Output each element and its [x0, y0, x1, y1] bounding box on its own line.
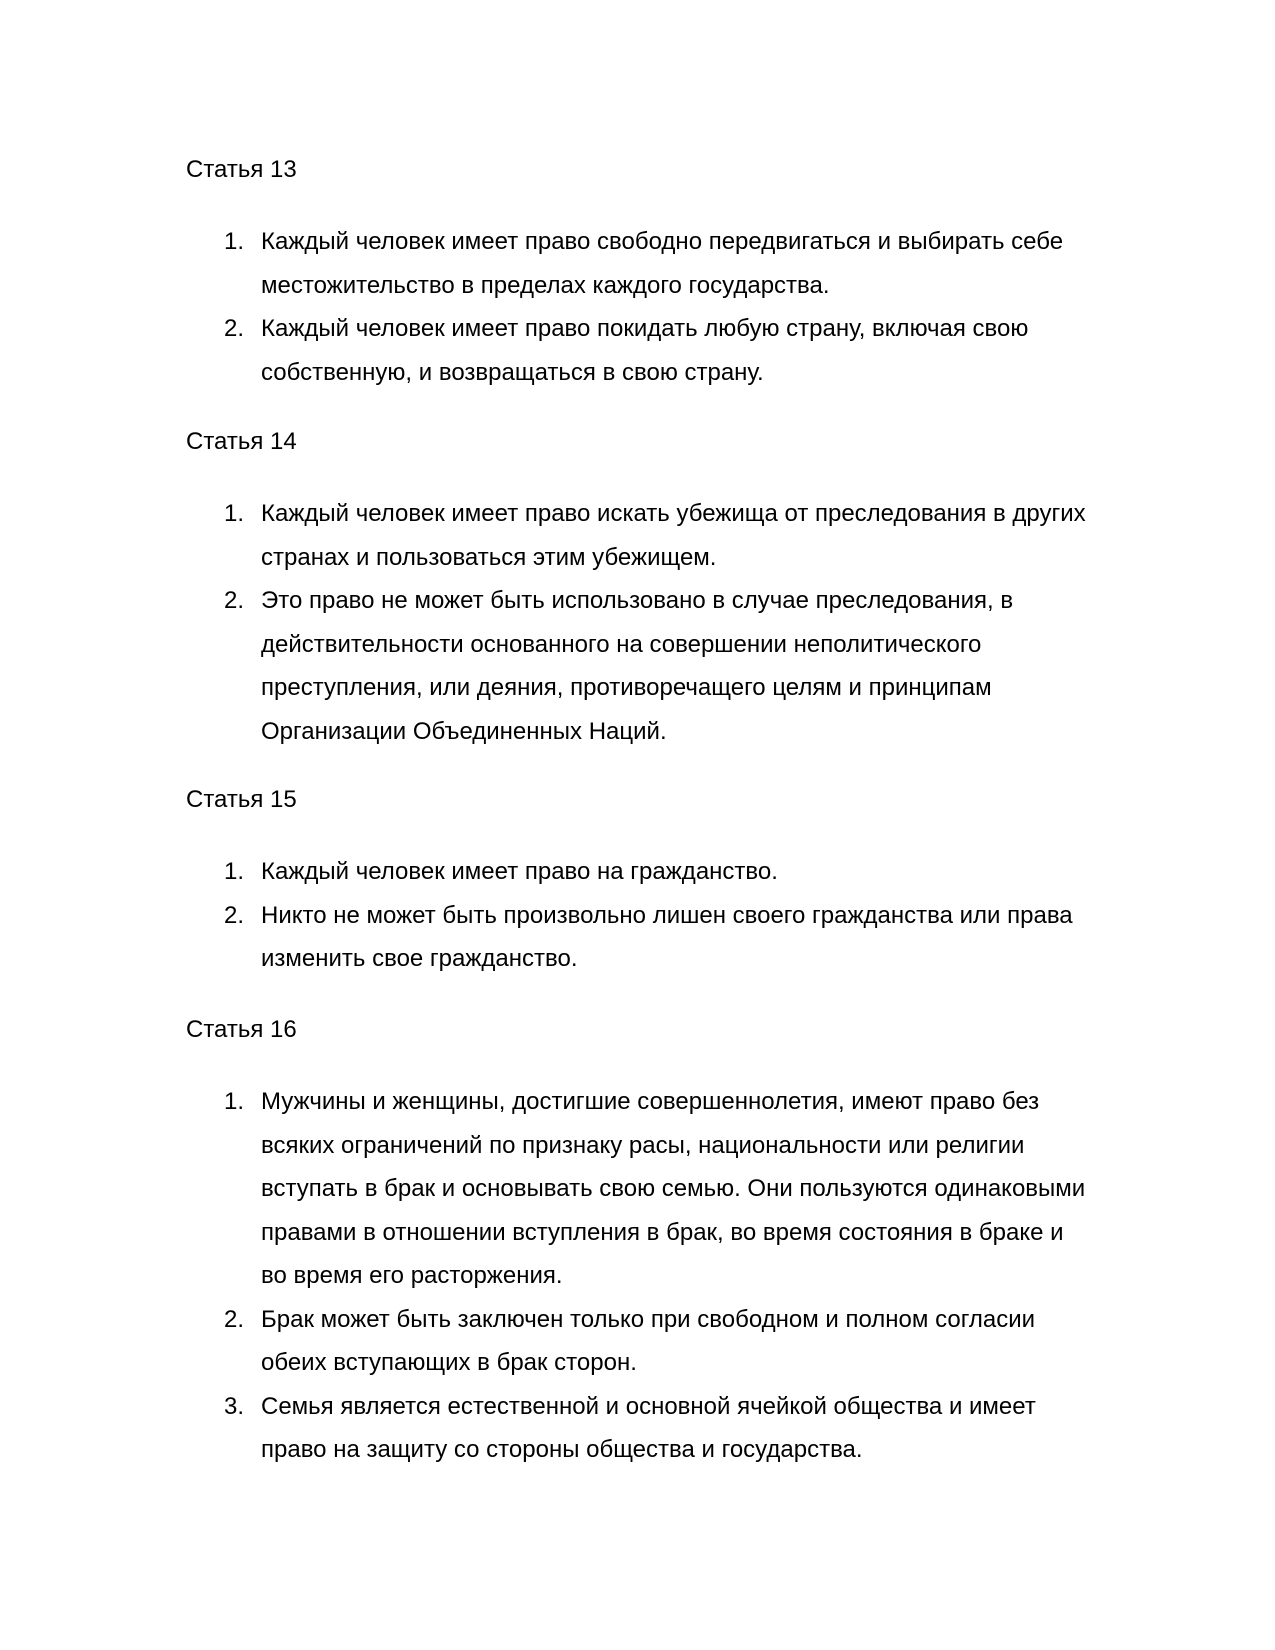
article-title: Статья 14	[186, 428, 297, 455]
item-number: 3.	[224, 1392, 245, 1420]
list-item	[186, 579, 1086, 753]
item-text: Каждый человек имеет право на гражданство.	[261, 858, 778, 885]
item-number: 2.	[224, 1305, 245, 1333]
article-items	[186, 220, 1086, 394]
list-item	[186, 1298, 1086, 1385]
item-number: 2.	[224, 587, 245, 614]
list-item	[186, 894, 1086, 981]
item-text: Никто не может быть произвольно лишен своего гражданства или права изменить свое гражданство.	[261, 901, 1073, 972]
item-number: 2.	[224, 901, 245, 929]
list-item	[186, 492, 1086, 579]
item-number: 1.	[224, 228, 245, 255]
item-text: Каждый человек имеет право покидать любую страну, включая свою собственную, и возвращаться в свою страну.	[261, 315, 1029, 386]
item-text: Семья является естественной и основной ячейкой общества и имеет право на защиту со стороны общества и государства.	[261, 1392, 1036, 1463]
item-text: Брак может быть заключен только при свободном и полном согласии обеих вступающих в брак сторон.	[261, 1305, 1036, 1376]
item-text: Каждый человек имеет право искать убежища от преследования в других странах и пользоваться этим убежищем.	[261, 500, 1086, 571]
item-text: Мужчины и женщины, достигшие совершеннолетия, имеют право без всяких ограничений по признаку расы, национальности или религии вступать в брак и основывать свою семью. Они пользуются одинаковыми правами в отношении вступления в брак, во время состояния в браке и во время его расторжения.	[261, 1088, 1086, 1289]
list-item	[186, 307, 1086, 394]
item-text: Каждый человек имеет право свободно передвигаться и выбирать себе местожительство в пределах каждого государства.	[261, 228, 1064, 299]
article-title: Статья 16	[186, 1016, 297, 1043]
item-number: 1.	[224, 858, 245, 885]
article-16	[186, 1008, 1086, 1472]
list-item	[186, 220, 1086, 307]
item-number: 2.	[224, 315, 245, 342]
article-items	[186, 1080, 1086, 1472]
list-item	[186, 1385, 1086, 1472]
article-items	[186, 492, 1086, 753]
article-title: Статья 13	[186, 156, 297, 183]
article-13	[186, 148, 1086, 394]
item-text: Это право не может быть использовано в случае преследования, в действительности основанного на совершении неполитического преступления, или деяния, противоречащего целям и принципам Организации Объединенных Наций.	[261, 587, 1014, 745]
article-14	[186, 420, 1086, 753]
item-number: 1.	[224, 500, 245, 527]
list-item	[186, 1080, 1086, 1298]
article-title: Статья 15	[186, 786, 297, 813]
list-item	[186, 850, 1086, 894]
item-number: 1.	[224, 1088, 245, 1115]
article-15	[186, 778, 1086, 981]
article-items	[186, 850, 1086, 981]
